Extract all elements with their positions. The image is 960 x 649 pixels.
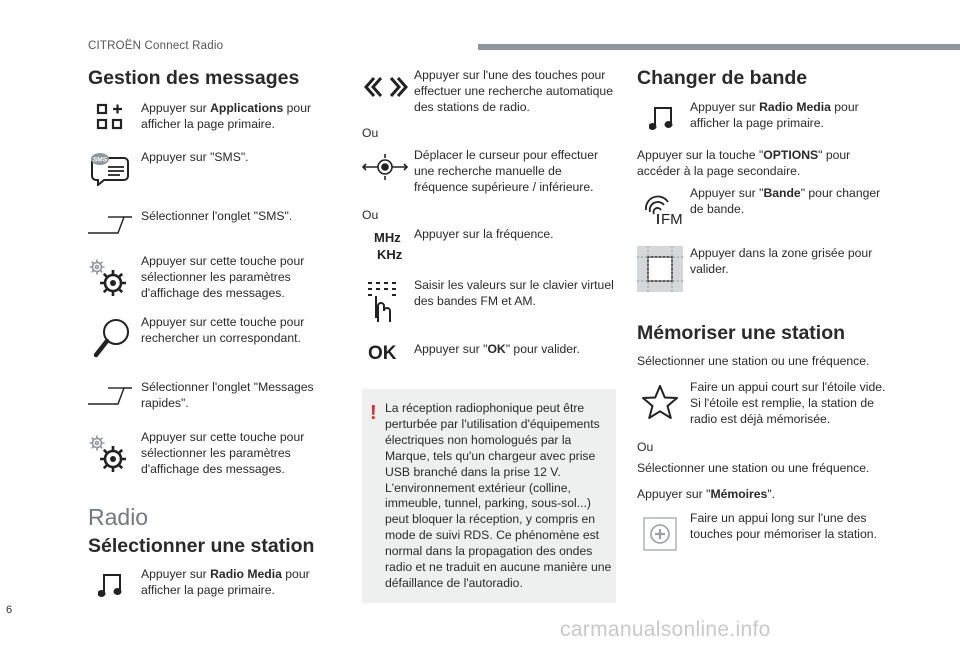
radio-section-title: Radio (88, 504, 149, 530)
warning-box (362, 389, 616, 603)
keypad-text: Saisir les valeurs sur le clavier virtuel des bandes FM et AM. (414, 278, 614, 308)
select-station-text: Appuyer sur Radio Media pour afficher la page primaire. (141, 567, 310, 597)
music-note-icon (98, 571, 124, 599)
seek-item (362, 68, 618, 120)
gestion-item-text: Appuyer sur cette touche pour rechercher un correspondant. (141, 315, 305, 345)
keypad-touch-icon (366, 280, 400, 324)
header-bar (478, 44, 960, 50)
gestion-item-tab-sms (88, 209, 328, 239)
search-icon (92, 317, 132, 359)
gestion-item-text: Sélectionner l'onglet "SMS". (141, 209, 293, 223)
settings-gear-icon (88, 258, 128, 298)
gestion-item-settings (88, 254, 328, 304)
gestion-item-search (88, 315, 328, 361)
ok-text: Appuyer sur "OK" pour valider. (414, 342, 580, 356)
gestion-item-text: Appuyer sur "SMS". (141, 150, 249, 164)
star-icon (641, 384, 679, 420)
manual-header-title: CITROËN Connect Radio (88, 40, 224, 52)
slider-cursor-icon (362, 154, 408, 180)
band-radio-media-text: Appuyer sur Radio Media pour afficher la page primaire. (690, 100, 859, 130)
band-item-bande (637, 186, 892, 226)
memorize-preset-item (637, 511, 892, 557)
memorize-star-item (637, 380, 892, 432)
change-band-title: Changer de bande (637, 67, 808, 89)
add-preset-icon (643, 517, 677, 551)
memorize-preset-text: Faire un appui long sur l'une des touches pour mémoriser la station. (690, 511, 877, 541)
options-paragraph: Appuyer sur la touche "OPTIONS" pour accéder à la page secondaire. (637, 148, 851, 178)
tab-icon (88, 215, 132, 235)
frequency-item (362, 227, 618, 269)
gestion-item-text: Appuyer sur cette touche pour sélectionner les paramètres d'affichage des messages. (141, 430, 305, 476)
fm-label: FM (661, 211, 683, 226)
ou-separator: Ou (362, 126, 379, 140)
select-station-title: Sélectionner une station (88, 535, 315, 557)
band-item-grey-zone (637, 246, 892, 296)
memorize-para-3: Appuyer sur "Mémoires". (637, 487, 776, 501)
gestion-item-tab-messages (88, 380, 328, 412)
band-grey-zone-text: Appuyer dans la zone grisée pour valider. (690, 246, 873, 276)
gestion-item-text: Appuyer sur Applications pour afficher la page primaire. (141, 101, 312, 131)
ok-icon: OK (368, 343, 397, 364)
khz-label: KHz (377, 247, 403, 262)
seek-arrows-icon (364, 76, 408, 98)
page-number: 6 (6, 604, 13, 616)
apps-grid-icon (96, 103, 124, 131)
slider-item (362, 148, 618, 200)
tab-icon (88, 386, 132, 406)
gestion-item-text: Sélectionner l'onglet "Messages rapides". (141, 380, 314, 410)
seek-text: Appuyer sur l'une des touches pour effectuer une recherche automatique des stations de radio. (414, 68, 613, 114)
band-bande-text: Appuyer sur "Bande" pour changer de bande. (690, 186, 881, 216)
frequency-mhz-icon (374, 229, 410, 263)
keypad-item (362, 278, 618, 330)
mhz-label: MHz (374, 230, 401, 245)
gestion-item-sms (88, 150, 328, 190)
gestion-item-settings (88, 430, 328, 480)
ok-item (362, 342, 618, 372)
warning-text: La réception radiophonique peut être perturbée par l'utilisation d'équipements électriques non homologués par la Marque, tels qu'un chargeur avec prise USB branché dans la prise 12 V. L'environnement extérieur (colline, immeuble, tunnel, parking, sous-sol...) peut bloquer la réception, y compris en mode de suivi RDS. Ce phénomène est normal dans la propagation des ondes radio et ne traduit en aucune manière une défaillance de l'autoradio. (385, 401, 612, 590)
grey-zone-icon (637, 246, 683, 292)
slider-text: Déplacer le curseur pour effectuer une recherche manuelle de fréquence supérieure / inférieure. (414, 148, 599, 194)
gestion-item-applications (88, 101, 328, 135)
gestion-item-text: Appuyer sur cette touche pour sélectionner les paramètres d'affichage des messages. (141, 254, 305, 300)
memorize-title: Mémoriser une station (637, 322, 846, 344)
music-note-icon (649, 104, 675, 132)
warning-icon: ! (370, 402, 377, 424)
settings-gear-icon (88, 434, 128, 474)
watermark: carmanualsonline.info (560, 618, 771, 641)
gestion-title: Gestion des messages (88, 67, 300, 89)
sms-icon (90, 152, 130, 186)
select-station-item (88, 567, 328, 601)
ou-separator: Ou (637, 440, 654, 454)
frequency-text: Appuyer sur la fréquence. (414, 227, 554, 241)
band-item-radio-media (637, 100, 892, 134)
fm-band-icon (641, 194, 683, 226)
sms-badge-label: SMS (92, 156, 108, 164)
memorize-para-2: Sélectionner une station ou une fréquence. (637, 461, 870, 475)
memorize-star-text: Faire un appui court sur l'étoile vide. Si l'étoile est remplie, la station de radio est déjà mémorisée. (690, 380, 886, 426)
memorize-para-1: Sélectionner une station ou une fréquence. (637, 354, 870, 368)
ou-separator: Ou (362, 208, 379, 222)
